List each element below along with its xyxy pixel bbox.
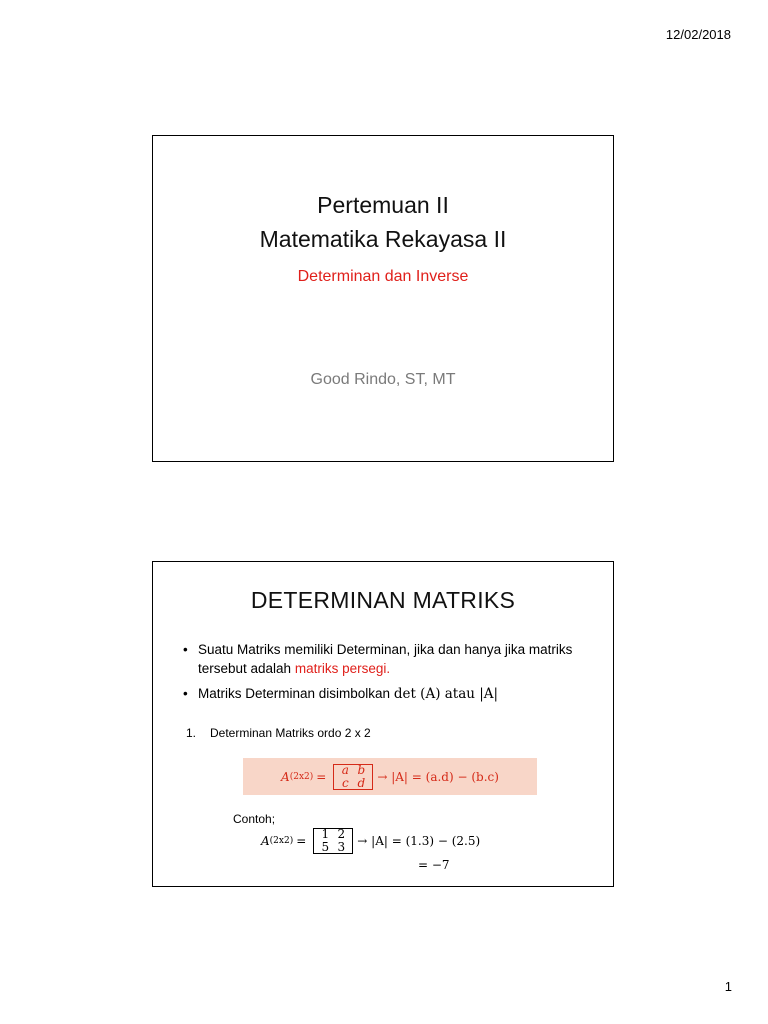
formula-eq: = xyxy=(316,769,327,784)
formula-sub: (2x2) xyxy=(289,771,314,782)
numbered-item-1 xyxy=(186,726,371,740)
slide1-subtitle: Determinan dan Inverse xyxy=(297,268,469,285)
slide1-author: Good Rindo, ST, MT xyxy=(310,371,456,388)
example-eq: = xyxy=(296,834,307,848)
slide-determinan xyxy=(152,561,614,887)
example-formula xyxy=(261,828,480,854)
matrix-cell: 1 xyxy=(321,827,330,841)
bullet-item xyxy=(183,640,603,678)
item1-text: Determinan Matriks ordo 2 x 2 xyxy=(210,726,371,740)
example-matrix xyxy=(313,828,353,854)
bullet1-text: Suatu Matriks memiliki Determinan, jika dan hanya jika matriks tersebut adalah xyxy=(198,642,573,676)
bullet2-math: det (A) atau |A| xyxy=(393,686,499,702)
matrix-cell: d xyxy=(357,775,366,790)
bullet-list xyxy=(183,640,603,710)
matrix-cell: 2 xyxy=(337,827,346,841)
determinant-formula xyxy=(243,758,537,795)
page-number: 1 xyxy=(724,979,732,994)
slide1-title-line2: Matematika Rekayasa II xyxy=(259,226,507,252)
formula-lhs: A xyxy=(281,769,290,784)
formula-matrix xyxy=(333,764,373,790)
bullet1-highlight: matriks persegi. xyxy=(294,661,391,676)
slide1-title-line1: Pertemuan II xyxy=(317,192,449,218)
matrix-cell: c xyxy=(341,775,349,790)
header-date: 12/02/2018 xyxy=(665,27,731,42)
slide2-title: DETERMINAN MATRIKS xyxy=(250,587,516,613)
item1-number: 1. xyxy=(186,726,197,740)
matrix-cell: 3 xyxy=(337,840,346,854)
matrix-cell: 5 xyxy=(321,840,330,854)
bullet2-content xyxy=(198,684,498,704)
matrix-cell: a xyxy=(341,762,349,777)
bullet2-text: Matriks Determinan disimbolkan xyxy=(198,686,394,701)
example-result: = −7 xyxy=(418,858,450,872)
bullet-dot-icon: • xyxy=(183,686,188,701)
example-label: Contoh; xyxy=(233,812,276,826)
matrix-cell: b xyxy=(357,762,366,777)
example-lhs: A xyxy=(261,834,270,848)
example-rhs: → |A| = (1.3) − (2.5) xyxy=(357,834,481,848)
example-sub: (2x2) xyxy=(269,836,294,846)
slide-title xyxy=(152,135,614,462)
bullet1-content xyxy=(198,640,603,678)
bullet-dot-icon: • xyxy=(183,642,188,657)
bullet-item xyxy=(183,684,603,704)
formula-rhs: → |A| = (a.d) − (b.c) xyxy=(377,769,499,784)
